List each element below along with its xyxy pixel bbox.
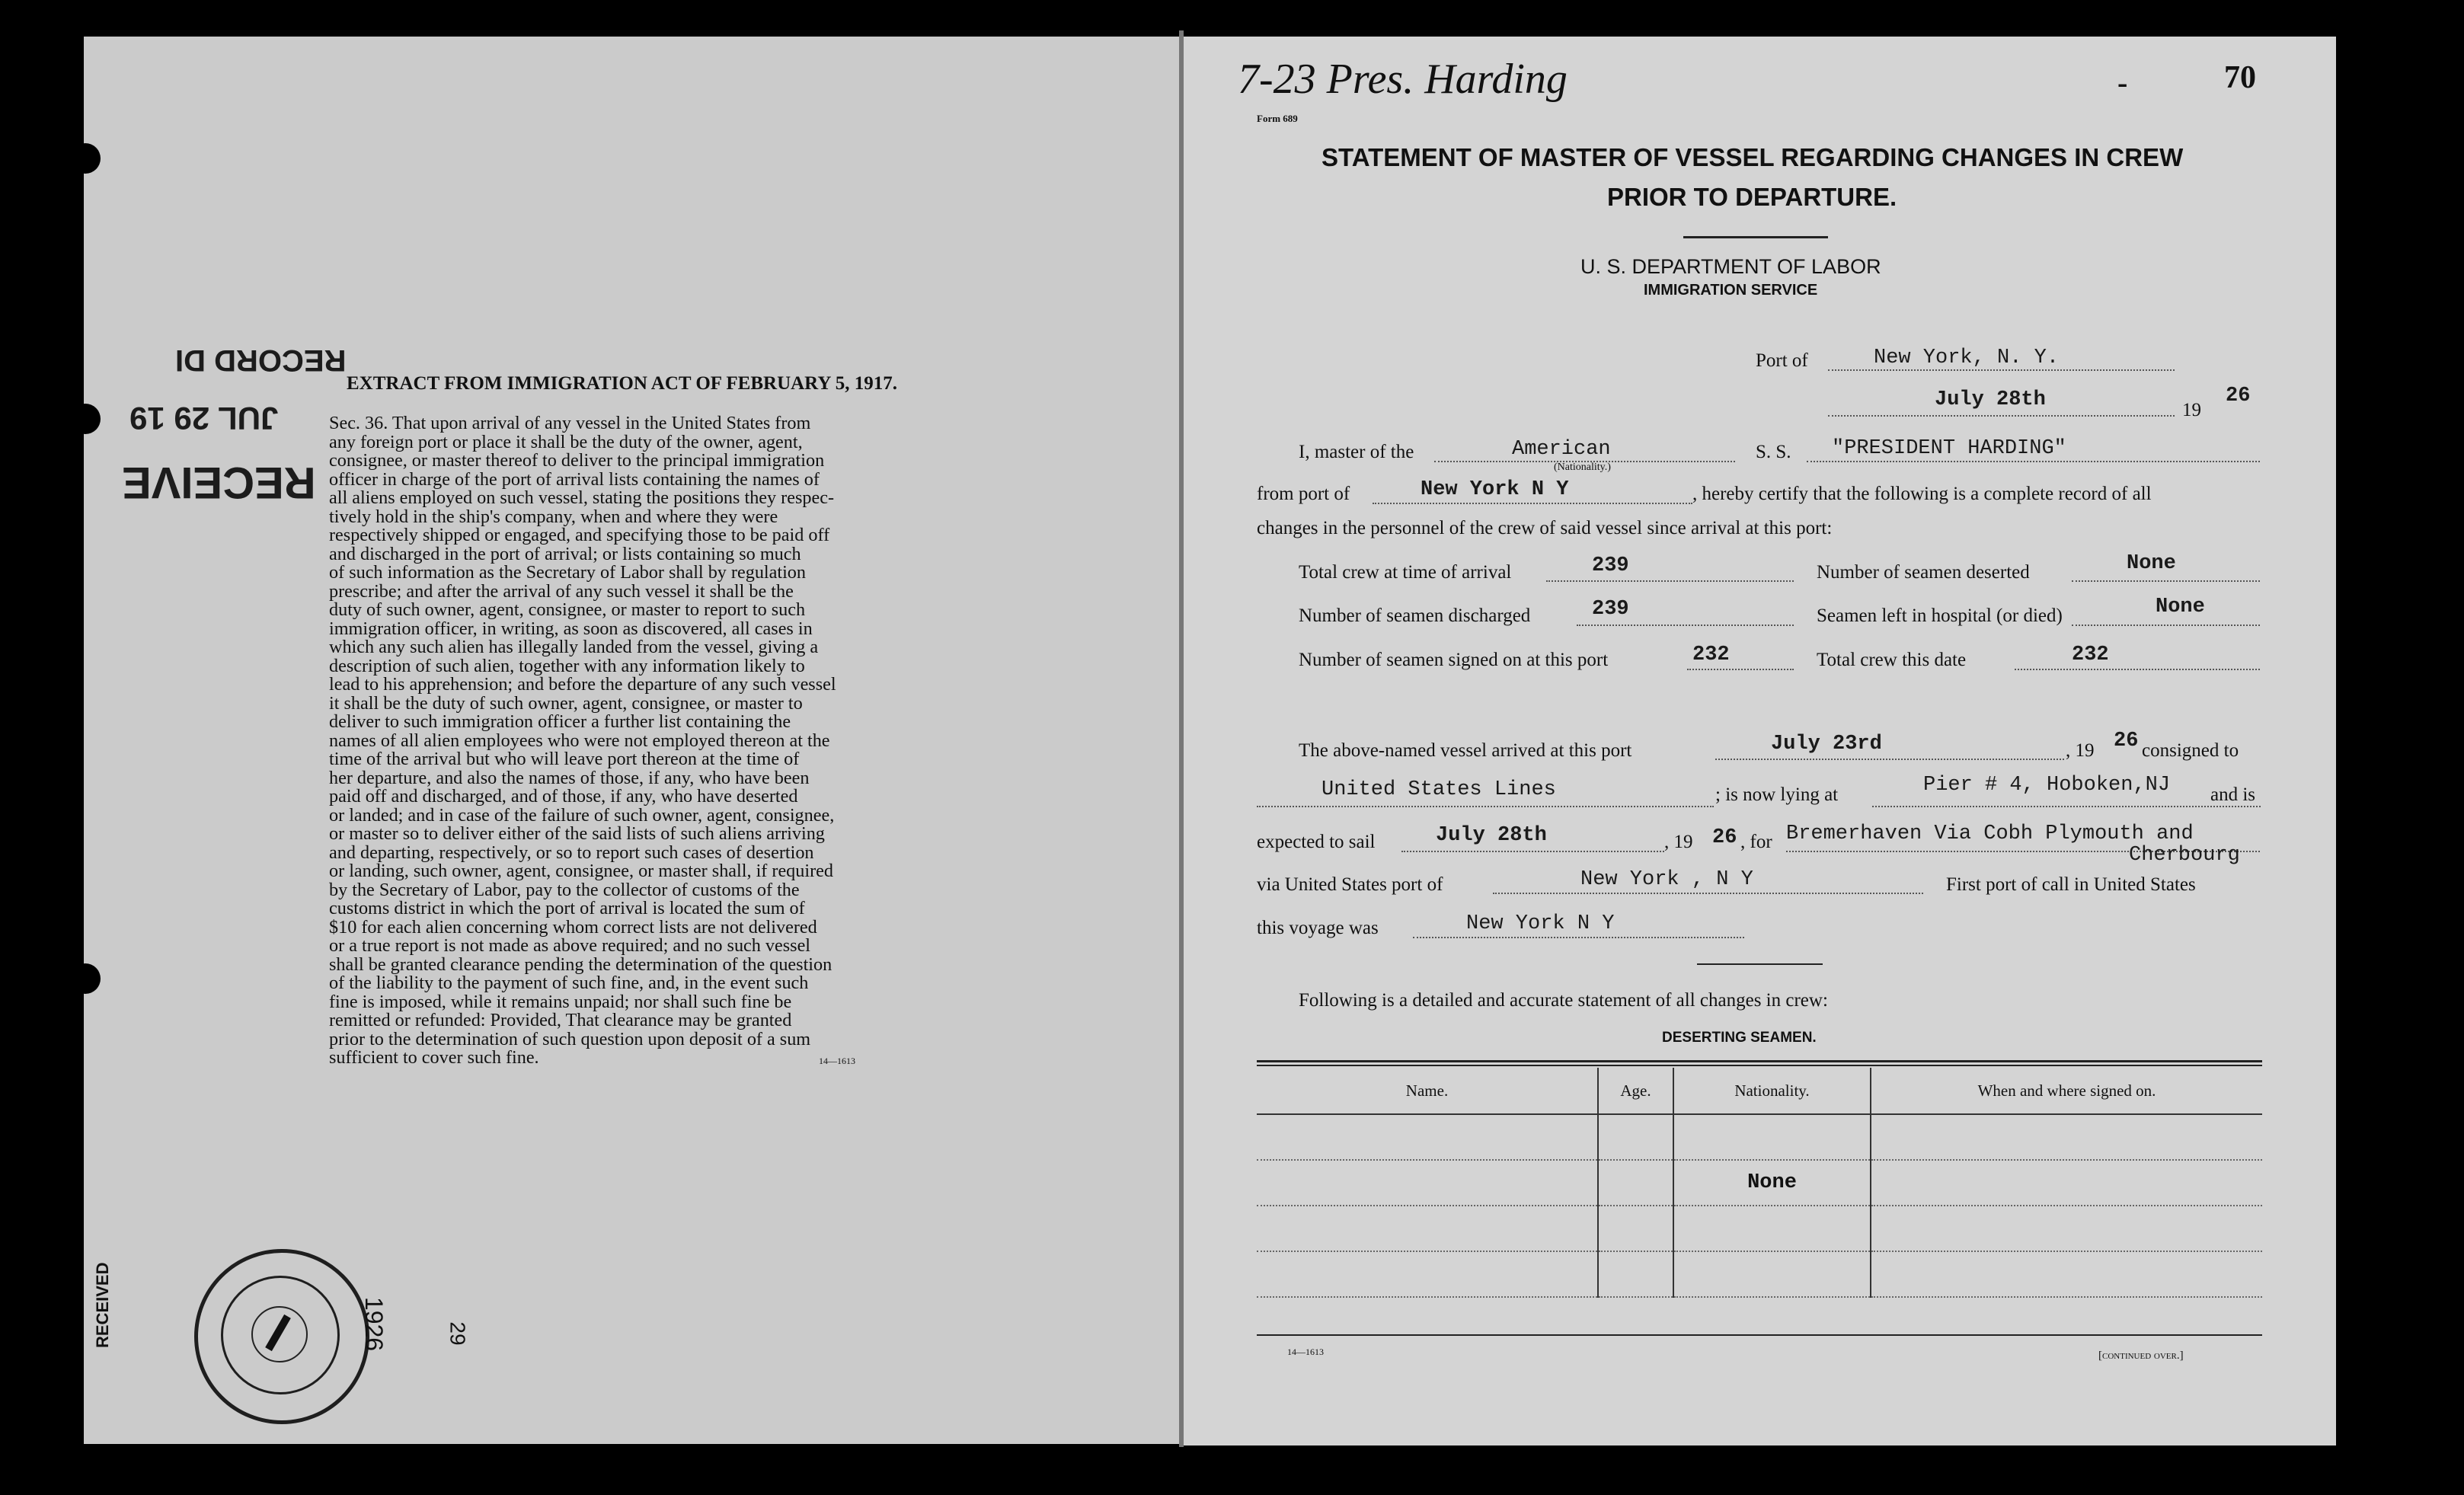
act-text-line: $10 for each alien concerning whom correct lists are not delivered (329, 918, 817, 937)
section-rule (1697, 963, 1823, 965)
date-stamp: JUL 29 19 (129, 401, 279, 436)
act-text-line: time of the arrival but who will leave port thereon at the time of (329, 750, 800, 769)
via-line (1493, 893, 1923, 894)
col-age: Age. (1598, 1068, 1673, 1114)
and-is-label: and is (2210, 784, 2256, 805)
act-text-line: of such information as the Secretary of Labor shall by regulation (329, 564, 806, 583)
discharged-label: Number of seamen discharged (1299, 605, 1531, 626)
department: U. S. DEPARTMENT OF LABOR (1580, 255, 1881, 278)
title-rule (1683, 236, 1828, 238)
signed-on-label: Number of seamen signed on at this port (1299, 650, 1609, 670)
act-text-line: and departing, respectively, or so to report such cases of desertion (329, 843, 814, 862)
act-text-line: lead to his apprehension; and before the departure of any such vessel (329, 676, 836, 695)
col-name: Name. (1257, 1068, 1598, 1114)
act-text-line: or a true report is not made as above required; and no such vessel (329, 937, 811, 956)
form-title-line1: STATEMENT OF MASTER OF VESSEL REGARDING CHANGES IN CREW (1321, 143, 2184, 171)
act-text-line: any foreign port or place it shall be the duty of the owner, agent, (329, 433, 803, 452)
immigration-seal (194, 1249, 369, 1424)
table-row (1257, 1160, 2262, 1206)
act-extract-text (329, 414, 931, 1068)
act-text-line: sufficient to cover such fine. (329, 1049, 539, 1068)
table-top-rule (1257, 1060, 2262, 1062)
expected-year-prefix: , 19 (1664, 832, 1693, 852)
certify-text: , hereby certify that the following is a complete record of all (1692, 484, 2152, 504)
lying-label: ; is now lying at (1715, 784, 1839, 805)
seal-day: 29 (446, 1321, 470, 1346)
port-label: Port of (1756, 350, 1808, 371)
act-text-line: or master so to deliver either of the said lists of such aliens arriving (329, 825, 825, 844)
lying-value: Pier # 4, Hoboken,NJ (1923, 774, 2171, 797)
act-text-line: it shall be the duty of such owner, agent, consignee, or master to (329, 694, 803, 713)
act-text-line: prescribe; and after the arrival of any such vessel it shall be the (329, 582, 794, 601)
deserting-heading: DESERTING SEAMEN. (1662, 1030, 1817, 1046)
from-port-label: from port of (1257, 484, 1350, 504)
act-text-line: respectively shipped or engaged, and specifying those to be paid off (329, 526, 830, 545)
act-text-line: or landed; and in case of the failure of such owner, agent, consignee, (329, 806, 835, 825)
act-text-line: all aliens employed on such vessel, stating the positions they respec- (329, 489, 834, 508)
act-text-line: Sec. 36. That upon arrival of any vessel in the United States from (329, 414, 811, 433)
nationality-caption: (Nationality.) (1554, 462, 1611, 473)
total-crew-arrival-label: Total crew at time of arrival (1299, 562, 1512, 583)
consignee-line (1257, 806, 1714, 807)
total-crew-date-value: 232 (2072, 644, 2109, 666)
seal-year: 1926 (360, 1296, 388, 1352)
continued-over: [continued over.] (2098, 1350, 2184, 1362)
left-heading: EXTRACT FROM IMMIGRATION ACT OF FEBRUARY 5, 1917. (347, 373, 897, 394)
arrived-value: July 23rd (1771, 733, 1882, 755)
act-text-line: consignee, or master thereof to deliver to the principal immigration (329, 452, 825, 471)
punch-hole (70, 404, 101, 434)
deserted-line (2072, 580, 2260, 582)
port-line (1828, 369, 2175, 371)
received-stamp: RECEIVE (122, 458, 316, 507)
page-number: 70 (2224, 60, 2256, 95)
date-line (1828, 415, 2175, 417)
handwritten-note: 7-23 Pres. Harding (1238, 56, 1568, 103)
destination-value: Bremerhaven Via Cobh Plymouth and (1786, 823, 2194, 845)
total-crew-arrival-value: 239 (1592, 554, 1629, 577)
form-title-line2: PRIOR TO DEPARTURE. (1607, 183, 1897, 211)
total-crew-date-label: Total crew this date (1817, 650, 1967, 670)
hospital-line (2072, 625, 2260, 626)
act-text-line: fine is imposed, while it remains unpaid; nor shall such fine be (329, 992, 792, 1011)
following-text: Following is a detailed and accurate statement of all changes in crew: (1299, 990, 1828, 1011)
signed-on-value: 232 (1692, 644, 1730, 666)
voyage-label: this voyage was (1257, 918, 1379, 938)
deserting-seamen-table (1257, 1068, 2262, 1298)
hospital-label: Seamen left in hospital (or died) (1817, 605, 2063, 626)
hospital-value: None (2156, 596, 2205, 618)
service: IMMIGRATION SERVICE (1644, 282, 1818, 299)
deserted-value: None (2127, 552, 2176, 575)
act-text-line: her departure, and also the names of those, if any, who have been (329, 768, 810, 787)
date-value: July 28th (1935, 388, 2046, 411)
deserted-label: Number of seamen deserted (1817, 562, 2030, 583)
voyage-line (1413, 937, 1744, 938)
arrived-label: The above-named vessel arrived at this port (1299, 740, 1632, 761)
act-text-line: paid off and discharged, and of those, if any, who have deserted (329, 787, 798, 807)
arrived-year-prefix: , 19 (2066, 740, 2095, 761)
act-text-line: remitted or refunded: Provided, That clearance may be granted (329, 1011, 792, 1030)
act-text-line: which any such alien has illegally landed from the vessel, giving a (329, 638, 819, 657)
consignee-value: United States Lines (1321, 778, 1556, 801)
signed-on-line (1687, 669, 1794, 670)
table-row (1257, 1114, 2262, 1160)
expected-year-value: 26 (1712, 826, 1737, 849)
form-label: Form 689 (1257, 113, 1298, 124)
act-text-line: of the liability to the payment of such fine, and, in the event such (329, 974, 809, 993)
from-port-value: New York N Y (1421, 478, 1569, 501)
punch-hole (70, 963, 101, 994)
table-row (1257, 1251, 2262, 1297)
col-nationality: Nationality. (1673, 1068, 1871, 1114)
voyage-value: New York N Y (1466, 912, 1615, 935)
act-text-line: tively hold in the ship's company, when and where they were (329, 507, 778, 526)
act-text-line: duty of such owner, agent, consignee, or master to report to such (329, 601, 806, 620)
col-signed-on: When and where signed on. (1871, 1068, 2262, 1114)
arrived-year-value: 26 (2114, 730, 2139, 752)
act-text-line: or landing, such owner, agent, consignee, or master shall, if required (329, 862, 833, 881)
destination-value-2: Cherbourg (2129, 844, 2240, 867)
left-form-code: 14—1613 (819, 1056, 855, 1066)
expected-value: July 28th (1436, 824, 1547, 847)
none-entry: None (1673, 1160, 1871, 1206)
table-bottom-rule (1257, 1334, 2262, 1336)
arrived-line (1715, 759, 2064, 760)
total-crew-arrival-line (1546, 580, 1794, 582)
via-value: New York , N Y (1580, 868, 1753, 891)
record-stamp: RECORD DI (175, 343, 347, 377)
nationality-value: American (1512, 438, 1611, 461)
discharged-value: 239 (1592, 598, 1629, 621)
year-prefix: 19 (2182, 400, 2201, 420)
act-text-line: deliver to such immigration officer a further list containing the (329, 713, 791, 732)
port-value: New York, N. Y. (1874, 347, 2060, 369)
discharged-line (1577, 625, 1794, 626)
changes-text: changes in the personnel of the crew of said vessel since arrival at this port: (1257, 518, 1833, 538)
ss-label: S. S. (1756, 442, 1791, 462)
table-top-rule-2 (1257, 1065, 2262, 1066)
act-text-line: immigration officer, in writing, as soon as discovered, all cases in (329, 619, 813, 638)
first-port-label: First port of call in United States (1946, 874, 2196, 895)
act-text-line: by the Secretary of Labor, pay to the collector of customs of the (329, 880, 800, 899)
ship-value: "PRESIDENT HARDING" (1832, 437, 2066, 460)
act-text-line: shall be granted clearance pending the determination of the question (329, 955, 833, 974)
vertical-received: RECEIVED (93, 1262, 112, 1348)
lying-line (1872, 806, 2261, 807)
page-fold (1179, 30, 1184, 1447)
corner-dash: - (2117, 65, 2128, 100)
act-text-line: customs district in which the port of arrival is located the sum of (329, 899, 805, 918)
master-label: I, master of the (1299, 442, 1414, 462)
total-crew-date-line (2015, 669, 2260, 670)
expected-line (1401, 851, 1664, 852)
act-text-line: names of all alien employees who were not employed thereon at the (329, 731, 830, 750)
ship-line (1807, 461, 2260, 462)
via-label: via United States port of (1257, 874, 1443, 895)
from-port-line (1373, 503, 1692, 504)
expected-label: expected to sail (1257, 832, 1376, 852)
bottom-form-code: 14—1613 (1287, 1346, 1324, 1357)
act-text-line: officer in charge of the port of arrival lists containing the names of (329, 470, 820, 489)
year-value: 26 (2226, 385, 2251, 407)
punch-hole (70, 143, 101, 174)
act-text-line: description of such alien, together with any information likely to (329, 656, 805, 676)
table-row (1257, 1206, 2262, 1251)
for-label: , for (1740, 832, 1772, 852)
consigned-label: consigned to (2142, 740, 2239, 761)
act-text-line: prior to the determination of such question upon deposit of a sum (329, 1030, 811, 1049)
act-text-line: and discharged in the port of arrival; or lists containing so much (329, 545, 801, 564)
